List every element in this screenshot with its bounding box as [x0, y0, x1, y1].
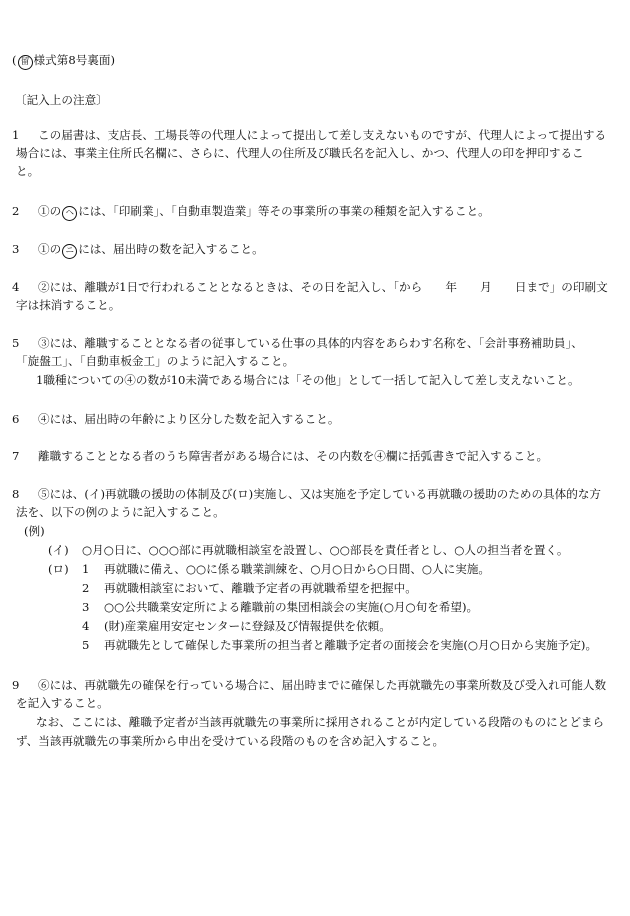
- example-ro-5: 5 再就職先として確保した事業所の担当者と離職予定者の面接会を実施(○月○日から実施予定)。: [82, 638, 598, 652]
- note-1-line-2: 場合には、事業主住所氏名欄に、さらに、代理人の住所及び職氏名を記入し、かつ、代理人の印を押印するこ: [16, 146, 584, 160]
- note-8-line-2: 法を、以下の例のように記入すること。: [16, 505, 225, 519]
- notes-heading: 〔記入上の注意〕: [15, 93, 108, 107]
- example-heading: (例): [24, 524, 45, 538]
- circled-mark-he: ヘ: [62, 206, 77, 221]
- note-1-line-1: 1 この届書は、支店長、工場長等の代理人によって提出して差し支えないものですが、代理人によって提出する: [12, 128, 607, 142]
- note-8-line-1: 8 ⑤には、(イ)再就職の援助の体制及び(ロ)実施し、又は実施を予定している再就職の援助のための具体的な方: [12, 487, 602, 501]
- example-ro-2: 2 再就職相談室において、離職予定者の再就職希望を把握中。: [82, 581, 417, 595]
- note-9-line-3: なお、ここには、離職予定者が当該再就職先の事業所に採用されることが内定している段階のものにとどまら: [36, 715, 605, 729]
- note-4-line-1: 4 ②には、離職が1日で行われることとなるときは、その日を記入し、「から 年 月 日まで」の印刷文: [12, 280, 608, 294]
- note-9-line-4: ず、当該再就職先の事業所から申出を受けている段階のものを含め記入すること。: [16, 734, 445, 748]
- note-1-line-3: と。: [16, 164, 40, 178]
- note-9-line-2: を記入すること。: [16, 696, 109, 710]
- note-5-line-2: 「旋盤工」、「自動車板金工」のように記入すること。: [16, 354, 295, 368]
- form-title: ( 留 様式第8号裏面): [12, 52, 115, 70]
- note-9-line-1: 9 ⑥には、再就職先の確保を行っている場合に、届出時までに確保した再就職先の事業所数及び受入れ可能人数: [12, 678, 607, 692]
- note-4-line-2: 字は抹消すること。: [16, 298, 121, 312]
- circled-mark-ni: ニ: [62, 244, 77, 259]
- example-i: (イ) ○月○日に、○○○部に再就職相談室を設置し、○○部長を責任者とし、○人の担当者を置く。: [48, 543, 569, 557]
- note-2: 2 ①の ヘ には、「印刷業」、「自動車製造業」等その事業所の事業の種類を記入すること。: [12, 203, 490, 221]
- note-6: 6 ④には、届出時の年齢により区分した数を記入すること。: [12, 412, 340, 426]
- note-5-line-1: 5 ③には、離職することとなる者の従事している仕事の具体的内容をあらわす名称を、「会計事務補助員」、: [12, 336, 583, 350]
- note-5-line-3: 1職種についての④の数が10未満である場合には「その他」として一括して記入して差し支えないこと。: [36, 373, 580, 387]
- example-ro-1: (ロ) 1 再就職に備え、○○に係る職業訓練を、○月○日から○日間、○人に実施。: [48, 562, 491, 576]
- example-ro-4: 4 (財)産業雇用安定センターに登録及び情報提供を依頼。: [82, 619, 391, 633]
- example-ro-3: 3 ○○公共職業安定所による離職前の集団相談会の実施(○月○旬を希望)。: [82, 600, 479, 614]
- circled-mark-ryu: 留: [18, 55, 33, 70]
- note-3: 3 ①の ニ には、届出時の数を記入すること。: [12, 241, 264, 259]
- note-7: 7 離職することとなる者のうち障害者がある場合には、その内数を④欄に括弧書きで記入すること。: [12, 449, 549, 463]
